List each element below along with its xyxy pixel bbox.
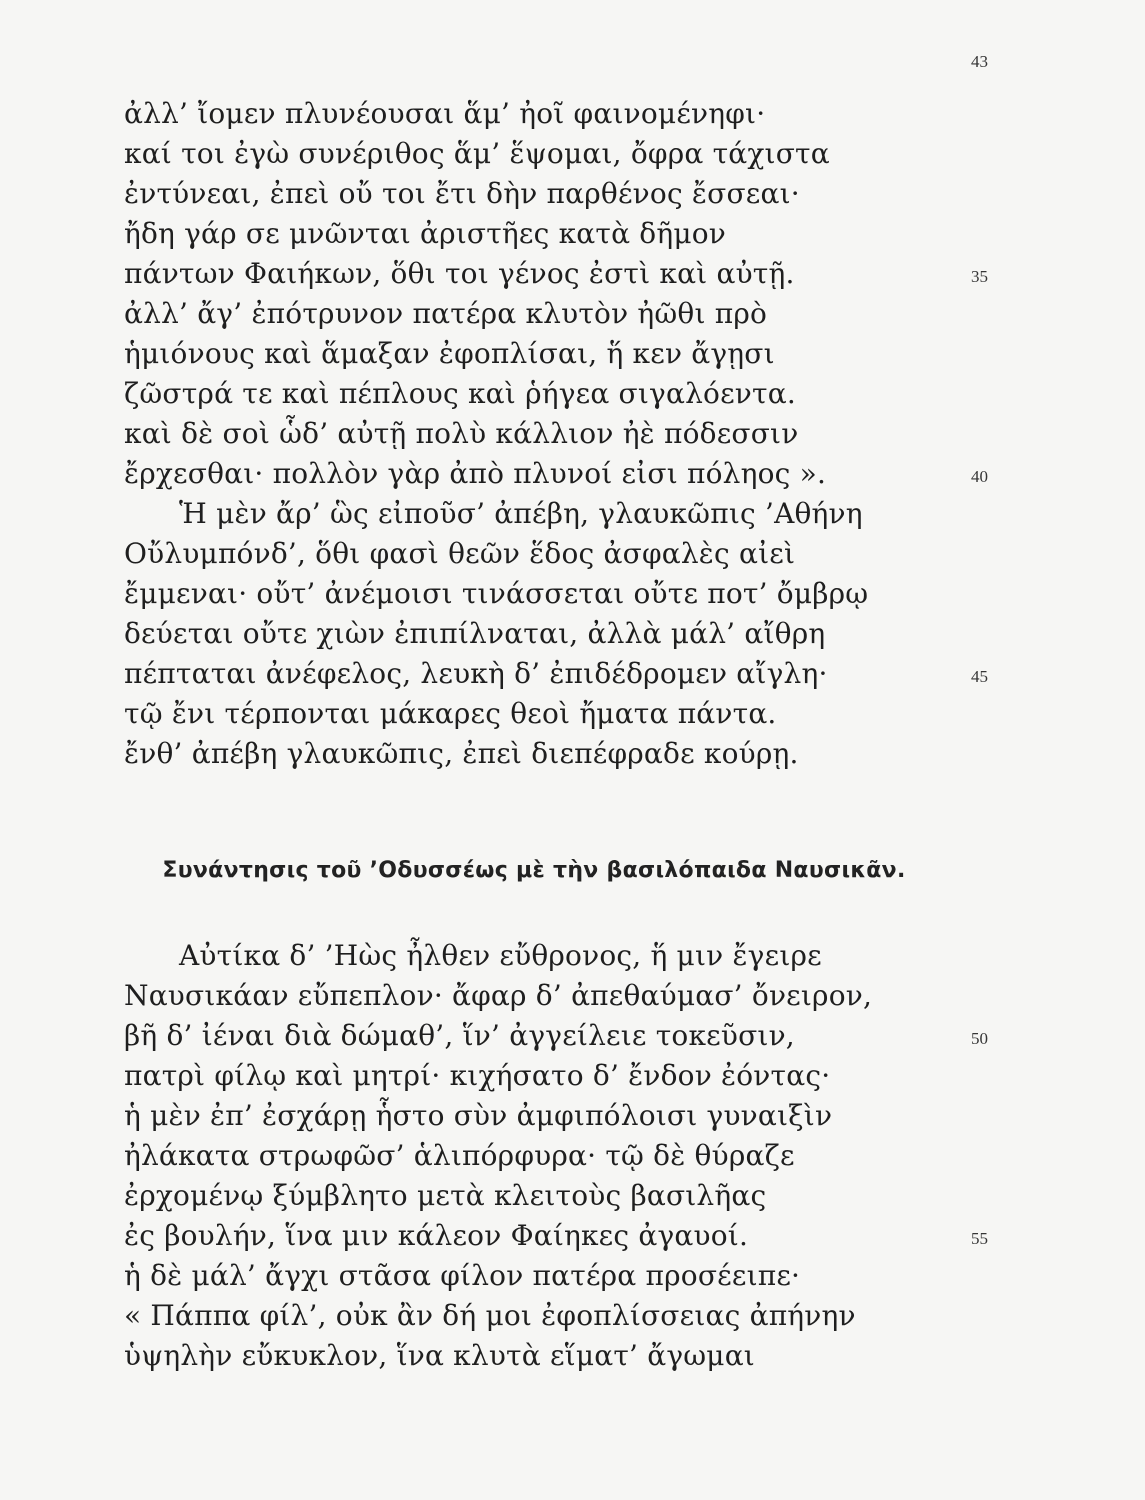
verse-line <box>0 1256 1145 1296</box>
verse-line <box>0 94 1145 134</box>
verse-text: τῷ ἔνι τέρπονται μάκαρες θεοὶ ἤματα πάντα. <box>124 697 777 730</box>
verse-text: ζῶστρά τε καὶ πέπλους καὶ ῥήγεα σιγαλόεντα. <box>124 377 796 410</box>
verse-line <box>0 574 1145 614</box>
section-heading: Συνάντησις τοῦ ’Οδυσσέως μὲ τὴν βασιλόπαιδα Ναυσικᾶν. <box>162 858 906 883</box>
verse-line <box>0 334 1145 374</box>
verse-text: ἔμμεναι· οὔτ’ ἀνέμοισι τινάσσεται οὔτε ποτ’ ὄμβρῳ <box>124 577 869 610</box>
verse-text: ἡμιόνους καὶ ἅμαξαν ἐφοπλίσαι, ἥ κεν ἄγῃσι <box>124 337 775 370</box>
verse-line <box>0 134 1145 174</box>
verse-text: ὑψηλὴν εὔκυκλον, ἵνα κλυτὰ εἵματ’ ἄγωμαι <box>124 1339 755 1372</box>
verse-passage-nausicaa <box>0 936 1145 1376</box>
verse-text: ἔρχεσθαι· πολλὸν γὰρ ἀπὸ πλυνοί εἰσι πόληος ». <box>124 457 827 490</box>
verse-line <box>0 654 1145 694</box>
verse-text: βῆ δ’ ἰέναι διὰ δώμαθ’, ἵν’ ἀγγείλειε τοκεῦσιν, <box>124 1019 795 1052</box>
verse-line <box>0 1336 1145 1376</box>
line-number: 40 <box>971 467 988 486</box>
page-number: 43 <box>971 52 988 71</box>
verse-line <box>0 694 1145 734</box>
verse-passage-athena <box>0 94 1145 774</box>
verse-line <box>0 1056 1145 1096</box>
verse-line <box>0 294 1145 334</box>
verse-text: Αὐτίκα δ’ ’Ηὼς ἦλθεν εὔθρονος, ἥ μιν ἔγειρε <box>179 939 822 972</box>
verse-text: ἡ μὲν ἐπ’ ἐσχάρῃ ἧστο σὺν ἀμφιπόλοισι γυναιξὶν <box>124 1099 833 1132</box>
verse-text: « Πάππα φίλ’, οὐκ ἂν δή μοι ἐφοπλίσσειας ἀπήνην <box>124 1299 856 1332</box>
verse-line <box>0 1296 1145 1336</box>
verse-line <box>0 1136 1145 1176</box>
verse-text: Ἡ μὲν ἄρ’ ὣς εἰποῦσ’ ἀπέβη, γλαυκῶπις ’Αθήνη <box>179 497 863 530</box>
verse-line <box>0 214 1145 254</box>
verse-line <box>0 1176 1145 1216</box>
verse-line <box>0 976 1145 1016</box>
verse-line <box>0 1216 1145 1256</box>
verse-line <box>0 374 1145 414</box>
verse-text: καὶ δὲ σοὶ ὧδ’ αὐτῇ πολὺ κάλλιον ἠὲ πόδεσσιν <box>124 417 799 450</box>
verse-line <box>0 534 1145 574</box>
line-number: 35 <box>971 267 988 286</box>
verse-line <box>0 1016 1145 1056</box>
verse-text: ἐς βουλήν, ἵνα μιν κάλεον Φαίηκες ἀγαυοί. <box>124 1219 749 1252</box>
verse-text: ἔνθ’ ἀπέβη γλαυκῶπις, ἐπεὶ διεπέφραδε κούρῃ. <box>124 737 799 770</box>
verse-line <box>0 494 1145 534</box>
verse-text: καί τοι ἐγὼ συνέριθος ἅμ’ ἕψομαι, ὄφρα τάχιστα <box>124 137 830 170</box>
line-number: 45 <box>971 667 988 686</box>
verse-text: πατρὶ φίλῳ καὶ μητρί· κιχήσατο δ’ ἔνδον ἐόντας· <box>124 1059 831 1092</box>
verse-text: ἤδη γάρ σε μνῶνται ἀριστῆες κατὰ δῆμον <box>124 217 727 250</box>
verse-text: πέπταται ἀνέφελος, λευκὴ δ’ ἐπιδέδρομεν αἴγλη· <box>124 657 828 690</box>
verse-text: δεύεται οὔτε χιὼν ἐπιπίλναται, ἀλλὰ μάλ’ αἴθρη <box>124 617 826 650</box>
verse-line <box>0 454 1145 494</box>
verse-text: Ναυσικάαν εὔπεπλον· ἄφαρ δ’ ἀπεθαύμασ’ ὄνειρον, <box>124 979 873 1012</box>
verse-text: πάντων Φαιήκων, ὅθι τοι γένος ἐστὶ καὶ αὐτῇ. <box>124 257 795 290</box>
verse-text: ἐντύνεαι, ἐπεὶ οὔ τοι ἔτι δὴν παρθένος ἔσσεαι· <box>124 177 800 210</box>
verse-line <box>0 254 1145 294</box>
verse-line <box>0 174 1145 214</box>
verse-line <box>0 414 1145 454</box>
verse-text: Οὔλυμπόνδ’, ὅθι φασὶ θεῶν ἕδος ἀσφαλὲς αἰεὶ <box>124 537 796 570</box>
verse-line <box>0 936 1145 976</box>
verse-line <box>0 614 1145 654</box>
verse-text: ἐρχομένῳ ξύμβλητο μετὰ κλειτοὺς βασιλῆας <box>124 1179 767 1212</box>
verse-text: ἀλλ’ ἄγ’ ἐπότρυνον πατέρα κλυτὸν ἠῶθι πρὸ <box>124 297 768 330</box>
verse-line <box>0 1096 1145 1136</box>
verse-line <box>0 734 1145 774</box>
line-number: 50 <box>971 1029 988 1048</box>
verse-text: ἡ δὲ μάλ’ ἄγχι στᾶσα φίλον πατέρα προσέειπε· <box>124 1259 801 1292</box>
verse-text: ἠλάκατα στρωφῶσ’ ἁλιπόρφυρα· τῷ δὲ θύραζε <box>124 1139 795 1172</box>
line-number: 55 <box>971 1229 988 1248</box>
verse-text: ἀλλ’ ἴομεν πλυνέουσαι ἅμ’ ἠοῖ φαινομένηφι· <box>124 97 766 130</box>
